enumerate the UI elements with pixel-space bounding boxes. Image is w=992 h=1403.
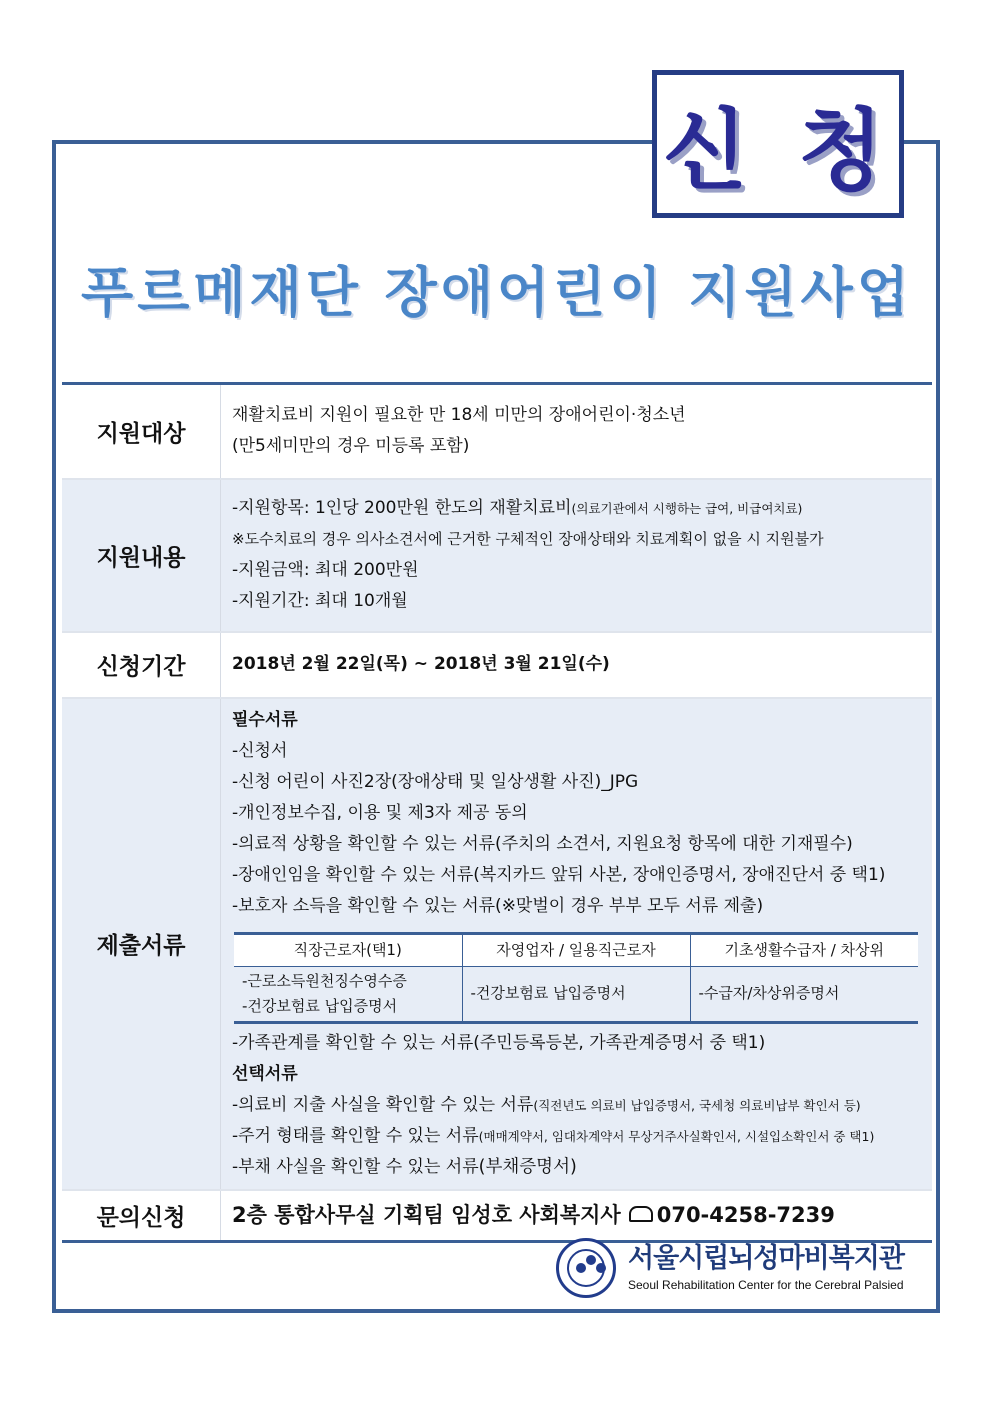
income-doc: -건강보험료 납입증명서 [242,996,398,1015]
content-target [221,384,933,479]
row-target [62,384,932,479]
income-cell-welfare: -수급자/차상위증명서 [690,966,918,1022]
inquiry-contact: 2층 통합사무실 기획팀 임성호 사회복지사 [232,1202,621,1227]
income-header-employee: 직장근로자(택1) [234,933,462,966]
phone-icon [629,1206,653,1222]
family-doc: -가족관계를 확인할 수 있는 서류(주민등록등본, 가족관계증명서 중 택1) [232,1032,766,1053]
income-header-self-employed: 자영업자 / 일용직근로자 [462,933,690,966]
income-cell-employee [234,966,462,1022]
required-item: -신청 어린이 사진2장(장애상태 및 일상생활 사진)_JPG [232,771,639,792]
required-item: -개인정보수집, 이용 및 제3자 제공 동의 [232,802,528,823]
support-caution: ※도수치료의 경우 의사소견서에 근거한 구체적인 장애상태와 치료계획이 없을 시 지원불가 [232,530,824,548]
row-documents [62,698,932,1190]
target-line-1: 재활치료비 지원이 필요한 만 18세 미만의 장애어린이·청소년 [232,405,686,426]
optional-item: -부채 사실을 확인할 수 있는 서류(부채증명서) [232,1156,577,1177]
inquiry-phone: 070-4258-7239 [656,1202,835,1227]
apply-stamp [652,70,904,218]
required-item: -장애인임을 확인할 수 있는 서류(복지카드 앞뒤 사본, 장애인증명서, 장애진단서 중 택1) [232,864,886,885]
income-doc: -근로소득원천징수영수증 [242,971,407,990]
row-content [62,479,932,632]
label-documents: 제출서류 [62,698,221,1190]
stamp-text: 신 청 [662,99,894,202]
label-apply-period: 신청기간 [62,632,221,698]
optional-title: 선택서류 [232,1063,298,1084]
apply-period-value: 2018년 2월 22일(목) ~ 2018년 3월 21일(수) [221,632,933,698]
required-item: -보호자 소득을 확인할 수 있는 서류(※맞벌이 경우 부부 모두 서류 제출) [232,895,764,916]
income-doc-table [234,932,918,1024]
content-support [221,479,933,632]
info-table [62,382,932,1243]
poster-title: 푸르메재단 장애어린이 지원사업 [81,261,913,324]
label-inquiry: 문의신청 [62,1190,221,1242]
center-english-name: Seoul Rehabilitation Center for the Cerebral Palsied [628,1278,904,1292]
support-item-note: (의료기관에서 시행하는 급여, 비급여치료) [571,501,803,516]
optional-item: -의료비 지출 사실을 확인할 수 있는 서류(직전년도 의료비 납입증명서, 국세청 의료비납부 확인서 등) [232,1094,861,1115]
required-item: -신청서 [232,740,288,761]
center-emblem-icon [556,1238,616,1298]
label-target: 지원대상 [62,384,221,479]
income-header-welfare: 기초생활수급자 / 차상위 [690,933,918,966]
support-item: -지원항목: 1인당 200만원 한도의 재활치료비(의료기관에서 시행하는 급여, 비급여치료) [232,498,803,518]
center-name: 서울시립뇌성마비복지관 [628,1243,904,1274]
content-documents [221,698,933,1190]
target-line-2: (만5세미만의 경우 미등록 포함) [232,436,470,457]
center-logo [556,1238,936,1302]
income-cell-self-employed: -건강보험료 납입증명서 [462,966,690,1022]
required-title: 필수서류 [232,709,298,730]
inquiry-value [221,1190,933,1242]
support-amount: -지원금액: 최대 200만원 [232,560,419,580]
support-period: -지원기간: 최대 10개월 [232,591,408,611]
row-inquiry [62,1190,932,1242]
label-content: 지원내용 [62,479,221,632]
required-item: -의료적 상황을 확인할 수 있는 서류(주치의 소견서, 지원요청 항목에 대한 기재필수) [232,833,853,854]
optional-item: -주거 형태를 확인할 수 있는 서류(매매계약서, 임대차계약서 무상거주사실확인서, 시설입소확인서 중 택1) [232,1125,875,1146]
row-apply-period [62,632,932,698]
